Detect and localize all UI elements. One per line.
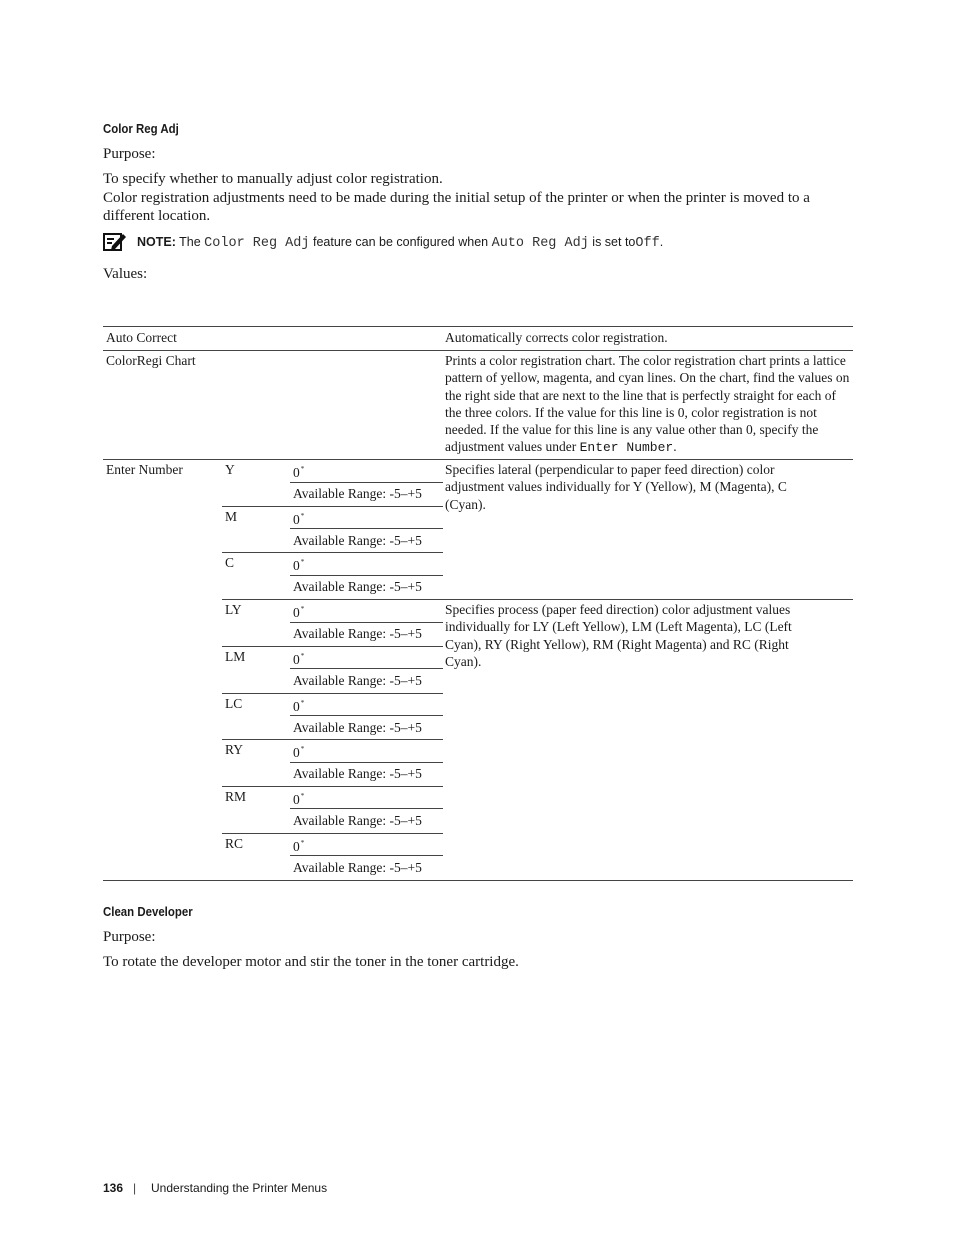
enter-number-default-value <box>293 695 304 715</box>
enter-number-row-rule <box>222 693 443 694</box>
enter-number-row-rule <box>222 552 443 553</box>
enter-number-sub-rule <box>290 855 443 856</box>
default-mark: * <box>300 512 305 520</box>
enter-number-color-label: M <box>225 509 238 524</box>
default-value: 0 <box>293 652 300 667</box>
table-desc-auto-correct: Automatically corrects color registration. <box>445 330 668 345</box>
note-text-3: is set to <box>592 235 636 249</box>
default-mark: * <box>300 699 305 707</box>
enter-number-row-rule <box>222 599 443 600</box>
purpose-label: Purpose: <box>103 929 156 945</box>
default-mark: * <box>300 839 305 847</box>
table-row-label-colorregi-chart: ColorRegi Chart <box>106 353 196 368</box>
enter-number-default-value <box>293 648 304 668</box>
note-text <box>137 235 663 251</box>
enter-number-row-rule <box>222 739 443 740</box>
note-code-color-reg-adj: Color Reg Adj <box>204 236 310 251</box>
page-number: 136 <box>103 1181 124 1195</box>
colorregi-desc-code: Enter Number <box>579 440 674 456</box>
footer-separator: | <box>133 1181 137 1195</box>
default-value: 0 <box>293 792 300 807</box>
enter-number-row-rule <box>222 833 443 834</box>
enter-number-default-value <box>293 461 304 481</box>
enter-number-default-value <box>293 554 304 574</box>
purpose-line-1: To specify whether to manually adjust color registration. <box>103 171 443 187</box>
note-label: NOTE: <box>137 235 176 249</box>
enter-number-sub-rule <box>290 715 443 716</box>
enter-number-default-value <box>293 741 304 761</box>
table-row-label-enter-number: Enter Number <box>106 462 183 477</box>
default-mark: * <box>300 792 305 800</box>
table-rule <box>103 350 853 351</box>
enter-number-available-range: Available Range: -5–+5 <box>293 626 422 641</box>
enter-number-available-range: Available Range: -5–+5 <box>293 533 422 548</box>
enter-number-sub-rule <box>290 622 443 623</box>
table-desc-lateral: Specifies lateral (perpendicular to paper feed direction) color adjustment values individually for Y (Yellow), M (Magenta), C (Cyan). <box>445 462 787 512</box>
default-value: 0 <box>293 512 300 527</box>
note-text-1: The <box>179 235 201 249</box>
values-label: Values: <box>103 266 148 282</box>
table-desc-process: Specifies process (paper feed direction) color adjustment values individually for LY (Left Yellow), LM (Left Magenta), LC (Left Cyan), RY (Right Yellow), RM (Right Magenta) and RC (Right Cyan). <box>445 602 792 669</box>
default-mark: * <box>300 465 305 473</box>
enter-number-default-value <box>293 788 304 808</box>
enter-number-sub-rule <box>290 575 443 576</box>
purpose-label: Purpose: <box>103 146 156 162</box>
default-value: 0 <box>293 465 300 480</box>
note-text-2: feature can be configured when <box>312 235 489 249</box>
enter-number-color-label: Y <box>225 462 235 477</box>
enter-number-color-label: RY <box>225 742 244 757</box>
default-mark: * <box>300 745 305 753</box>
enter-number-sub-rule <box>290 808 443 809</box>
enter-number-color-label: RC <box>225 836 244 851</box>
default-mark: * <box>300 558 305 566</box>
colorregi-desc-text: Prints a color registration chart. The color registration chart prints a lattice pattern of yellow, magenta, and cyan lines. On the chart, find the values on the right side that are next to the line that is perfectly straight for each of the three colors. If the value for this line is 0, color registration is not needed. If the value for this line is any value other than 0, specify the adjustment values under <box>445 353 850 455</box>
enter-number-available-range: Available Range: -5–+5 <box>293 766 422 781</box>
enter-number-available-range: Available Range: -5–+5 <box>293 673 422 688</box>
default-value: 0 <box>293 699 300 714</box>
enter-number-available-range: Available Range: -5–+5 <box>293 486 422 501</box>
purpose-text <box>103 170 858 226</box>
enter-number-color-label: LY <box>225 602 242 617</box>
enter-number-row-rule <box>222 786 443 787</box>
enter-number-available-range: Available Range: -5–+5 <box>293 579 422 594</box>
table-rule <box>443 599 853 600</box>
colorregi-desc-end: . <box>673 439 677 455</box>
enter-number-row-rule <box>222 506 443 507</box>
enter-number-sub-rule <box>290 668 443 669</box>
enter-number-color-label: LC <box>225 696 243 711</box>
enter-number-default-value <box>293 835 304 855</box>
enter-number-row-rule <box>222 646 443 647</box>
table-rule-bottom <box>103 880 853 881</box>
purpose-line-2: Color registration adjustments need to be made during the initial setup of the printer or when the printer is moved to a different location. <box>103 189 810 224</box>
table-rule-top <box>103 326 853 327</box>
footer-title: Understanding the Printer Menus <box>151 1181 328 1195</box>
default-value: 0 <box>293 839 300 854</box>
default-mark: * <box>300 652 305 660</box>
table-row-label-auto-correct: Auto Correct <box>106 330 177 345</box>
note-code-off: Off <box>635 236 660 251</box>
default-value: 0 <box>293 558 300 573</box>
default-value: 0 <box>293 605 300 620</box>
enter-number-default-value <box>293 508 304 528</box>
pencil-note-icon <box>103 231 127 253</box>
default-value: 0 <box>293 745 300 760</box>
enter-number-sub-rule <box>290 482 443 483</box>
enter-number-color-label: C <box>225 555 235 570</box>
enter-number-available-range: Available Range: -5–+5 <box>293 720 422 735</box>
table-desc-colorregi-chart <box>445 352 850 457</box>
purpose-text: To rotate the developer motor and stir the toner in the toner cartridge. <box>103 954 519 970</box>
enter-number-default-value <box>293 601 304 621</box>
enter-number-available-range: Available Range: -5–+5 <box>293 860 422 875</box>
enter-number-sub-rule <box>290 528 443 529</box>
enter-number-color-label: RM <box>225 789 247 804</box>
default-mark: * <box>300 605 305 613</box>
note-code-auto-reg-adj: Auto Reg Adj <box>491 236 589 251</box>
section-heading-clean-developer: Clean Developer <box>103 904 193 919</box>
enter-number-sub-rule <box>290 762 443 763</box>
table-rule <box>103 459 853 460</box>
enter-number-available-range: Available Range: -5–+5 <box>293 813 422 828</box>
section-heading-color-reg-adj: Color Reg Adj <box>103 121 179 136</box>
enter-number-color-label: LM <box>225 649 246 664</box>
note-text-4: . <box>659 235 664 249</box>
